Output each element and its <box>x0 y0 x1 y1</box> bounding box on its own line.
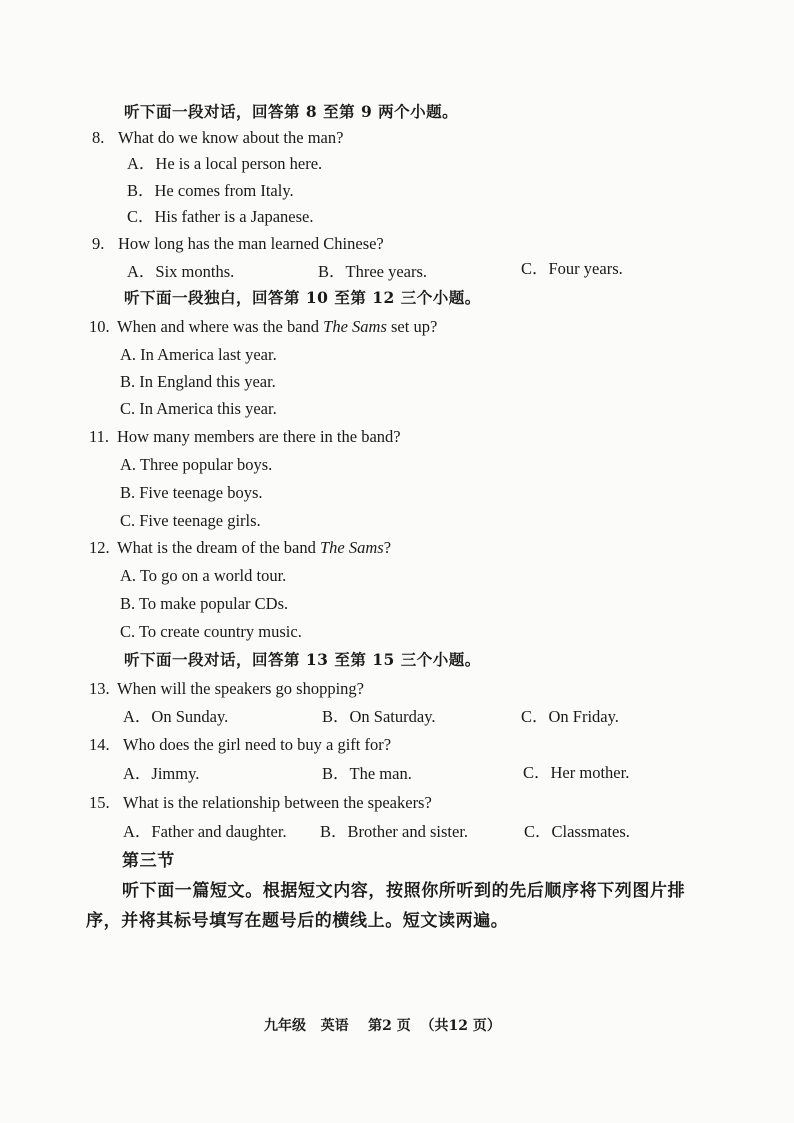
question-text: What is the relationship between the speakers? <box>123 793 432 812</box>
option-9a: A．Six months. <box>127 262 235 281</box>
option-13a: A．On Sunday. <box>123 707 229 726</box>
footer-grade: 九年级 <box>264 1018 306 1034</box>
option-13c: C．On Friday. <box>521 707 619 726</box>
band-name: The Sams <box>319 538 384 557</box>
question-11 <box>89 426 401 448</box>
question-text: When will the speakers go shopping? <box>117 679 364 698</box>
question-number: 14. <box>89 735 110 754</box>
question-15 <box>89 792 432 814</box>
option-8c: C．His father is a Japanese. <box>127 207 314 226</box>
option-10a: A. In America last year. <box>120 345 277 364</box>
question-number: 13. <box>89 679 110 698</box>
section-3-instruction-line2: 序，并将其标号填写在题号后的横线上。短文读两遍。 <box>86 911 509 931</box>
option-15b: B．Brother and sister. <box>320 822 469 841</box>
instruction-q8-9: 听下面一段对话，回答第 8 至第 9 两个小题。 <box>124 102 459 121</box>
question-number: 9. <box>92 234 105 253</box>
option-11c: C. Five teenage girls. <box>120 511 261 530</box>
question-12 <box>89 537 391 559</box>
option-15c: C．Classmates. <box>524 822 630 841</box>
question-number: 11. <box>89 427 110 446</box>
question-text: Who does the girl need to buy a gift for? <box>123 735 392 754</box>
option-12b: B. To make popular CDs. <box>120 594 289 613</box>
section-3-title: 第三节 <box>122 851 175 871</box>
option-12a: A. To go on a world tour. <box>120 566 287 585</box>
question-14 <box>89 734 391 756</box>
question-number: 12. <box>89 538 110 557</box>
footer-page: 第2 页 <box>368 1018 411 1034</box>
option-11a: A. Three popular boys. <box>120 455 273 474</box>
question-13 <box>89 678 364 700</box>
instruction-q10-12: 听下面一段独白，回答第 10 至第 12 三个小题。 <box>124 288 481 307</box>
option-11b: B. Five teenage boys. <box>120 483 263 502</box>
question-text-part: set up? <box>386 317 438 336</box>
question-9 <box>92 233 384 255</box>
question-10 <box>89 316 437 338</box>
option-8a: A．He is a local person here. <box>127 154 323 173</box>
question-number: 10. <box>89 317 110 336</box>
question-text-part: ? <box>383 538 392 557</box>
option-9b: B．Three years. <box>318 262 428 281</box>
option-15a: A．Father and daughter. <box>123 822 287 841</box>
question-text-part: When and where was the band <box>117 317 324 336</box>
question-text: What do we know about the man? <box>118 128 344 147</box>
question-text-part: What is the dream of the band <box>117 538 320 557</box>
page-footer <box>264 1015 501 1035</box>
option-10c: C. In America this year. <box>120 399 277 418</box>
question-text: How long has the man learned Chinese? <box>118 234 384 253</box>
option-9c: C．Four years. <box>521 259 623 278</box>
band-name: The Sams <box>323 317 387 336</box>
question-number: 15. <box>89 793 110 812</box>
section-3-instruction-line1: 听下面一篇短文。根据短文内容，按照你所听到的先后顺序将下列图片排 <box>122 881 686 901</box>
option-10b: B. In England this year. <box>120 372 276 391</box>
option-14a: A．Jimmy. <box>123 764 200 783</box>
question-8 <box>92 127 343 149</box>
option-14b: B．The man. <box>322 764 412 783</box>
option-12c: C. To create country music. <box>120 622 302 641</box>
option-13b: B．On Saturday. <box>322 707 436 726</box>
option-8b: B．He comes from Italy. <box>127 181 294 200</box>
footer-subject: 英语 <box>320 1018 349 1034</box>
question-number: 8. <box>92 128 105 147</box>
question-text: How many members are there in the band? <box>117 427 401 446</box>
instruction-q13-15: 听下面一段对话，回答第 13 至第 15 三个小题。 <box>124 650 481 669</box>
option-14c: C．Her mother. <box>523 763 630 782</box>
footer-total: （共12 页） <box>420 1018 501 1034</box>
